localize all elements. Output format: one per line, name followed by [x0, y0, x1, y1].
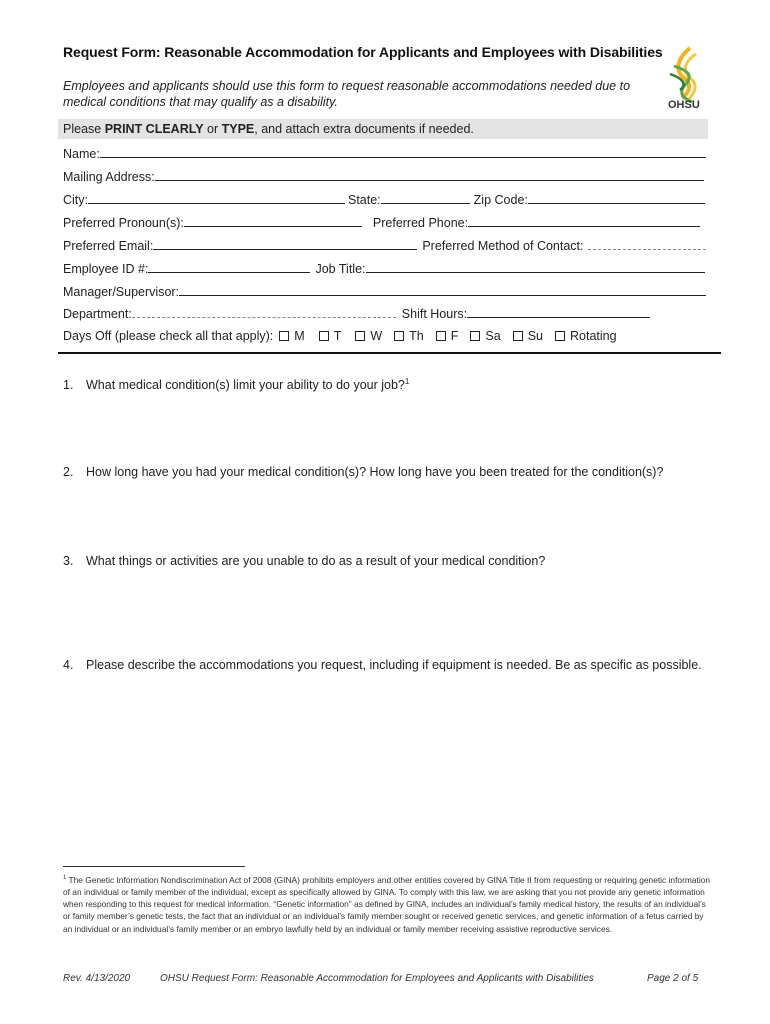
- mailing-address-row: [63, 168, 704, 184]
- zip-label: Zip Code:: [473, 193, 528, 207]
- zip-field[interactable]: [528, 191, 705, 204]
- question-4: [63, 657, 702, 673]
- city-state-zip-row: [63, 191, 705, 207]
- contact-method-field[interactable]: [588, 237, 706, 250]
- day-label: F: [450, 329, 459, 343]
- name-row: [63, 145, 706, 161]
- checkbox-rotating[interactable]: [555, 331, 565, 341]
- checkbox-thursday[interactable]: [394, 331, 404, 341]
- day-label: Rotating: [570, 329, 617, 343]
- employee-job-row: [63, 260, 705, 276]
- mailing-address-label: Mailing Address:: [63, 170, 155, 184]
- footer-page-number: Page 2 of 5: [647, 973, 699, 984]
- contact-method-label: Preferred Method of Contact:: [422, 239, 584, 253]
- day-label: Sa: [485, 329, 501, 343]
- question-3: [63, 553, 545, 569]
- question-number: 4.: [63, 658, 74, 672]
- question-text: Please describe the accommodations you request, including if equipment is needed. Be as specific as possible.: [86, 658, 702, 672]
- footnote-ref: 1: [404, 377, 410, 386]
- checkbox-tuesday[interactable]: [319, 331, 329, 341]
- checkbox-sunday[interactable]: [513, 331, 523, 341]
- question-number: 2.: [63, 465, 74, 479]
- checkbox-friday[interactable]: [436, 331, 446, 341]
- manager-row: [63, 283, 706, 299]
- intro-text: Employees and applicants should use this form to request reasonable accommodations needed due to medical conditions that may qualify as a disability.: [63, 79, 631, 109]
- shift-hours-field[interactable]: [467, 305, 650, 318]
- question-text: What medical condition(s) limit your ability to do your job?: [86, 378, 405, 393]
- state-field[interactable]: [381, 191, 470, 204]
- manager-label: Manager/Supervisor:: [63, 285, 180, 299]
- mailing-address-field[interactable]: [155, 168, 704, 181]
- section-divider: [58, 352, 721, 354]
- footer-revision: Rev. 4/13/2020: [63, 973, 131, 984]
- checkbox-wednesday[interactable]: [355, 331, 365, 341]
- department-field[interactable]: [132, 305, 396, 318]
- pronoun-label: Preferred Pronoun(s):: [63, 216, 184, 230]
- days-off-label: Days Off (please check all that apply):: [63, 329, 274, 343]
- question-text: What things or activities are you unable to do as a result of your medical condition?: [86, 554, 546, 568]
- footer-title: OHSU Request Form: Reasonable Accommodation for Employees and Applicants with Disabilities: [160, 973, 594, 984]
- day-label: Su: [527, 329, 543, 343]
- question-number: 1.: [63, 378, 74, 393]
- name-label: Name:: [63, 147, 100, 161]
- email-label: Preferred Email:: [63, 239, 154, 253]
- form-title: Request Form: Reasonable Accommodation for Applicants and Employees with Disabilities: [63, 44, 663, 60]
- phone-label: Preferred Phone:: [372, 216, 469, 230]
- department-shift-row: [63, 305, 650, 321]
- day-label: T: [333, 329, 342, 343]
- employee-id-label: Employee ID #:: [63, 262, 149, 276]
- footnote-mark: 1: [63, 875, 67, 881]
- question-text: How long have you had your medical condition(s)? How long have you been treated for the condition(s)?: [86, 465, 664, 479]
- email-field[interactable]: [153, 237, 417, 250]
- email-contact-row: [63, 237, 706, 253]
- city-label: City:: [63, 193, 88, 207]
- days-off-row: [63, 328, 617, 344]
- checkbox-monday[interactable]: [279, 331, 289, 341]
- footnote-text: The Genetic Information Nondiscrimination Act of 2008 (GINA) prohibits employers and other entities covered by GINA Title II from requesting or requiring genetic information of an individual or family member of the individual, except as specifically allowed by GINA. To comply with this law, we are asking that you not provide any genetic information when responding to this request for medical information. “Genetic information” as defined by GINA, includes an individual’s family medical history, the results of an individual’s or family member’s genetic tests, the fact that an individual or an individual’s family member sought or received genetic services, and genetic information of a fetus carried by an individual or an individual’s family member or an embryo lawfully held by an individual or family member receiving assistive reproductive services.: [63, 874, 710, 934]
- job-title-label: Job Title:: [315, 262, 366, 276]
- manager-field[interactable]: [179, 283, 706, 296]
- shift-hours-label: Shift Hours:: [401, 307, 468, 321]
- phone-field[interactable]: [468, 214, 700, 227]
- question-2: [63, 464, 663, 480]
- name-field[interactable]: [100, 145, 706, 158]
- logo-text: OHSU: [668, 99, 700, 111]
- footnote-divider: [63, 866, 245, 867]
- pronoun-field[interactable]: [184, 214, 362, 227]
- day-label: W: [370, 329, 383, 343]
- employee-id-field[interactable]: [148, 260, 310, 273]
- department-label: Department:: [63, 307, 132, 321]
- city-field[interactable]: [88, 191, 345, 204]
- question-1: [63, 374, 409, 393]
- question-number: 3.: [63, 554, 74, 568]
- state-label: State:: [348, 193, 381, 207]
- pronoun-phone-row: [63, 214, 700, 230]
- instructions-banner: Please PRINT CLEARLY or TYPE, and attach extra documents if needed.: [58, 119, 708, 139]
- job-title-field[interactable]: [366, 260, 705, 273]
- footnote: [63, 872, 713, 935]
- day-label: M: [294, 329, 305, 343]
- day-label: Th: [409, 329, 424, 343]
- checkbox-saturday[interactable]: [470, 331, 480, 341]
